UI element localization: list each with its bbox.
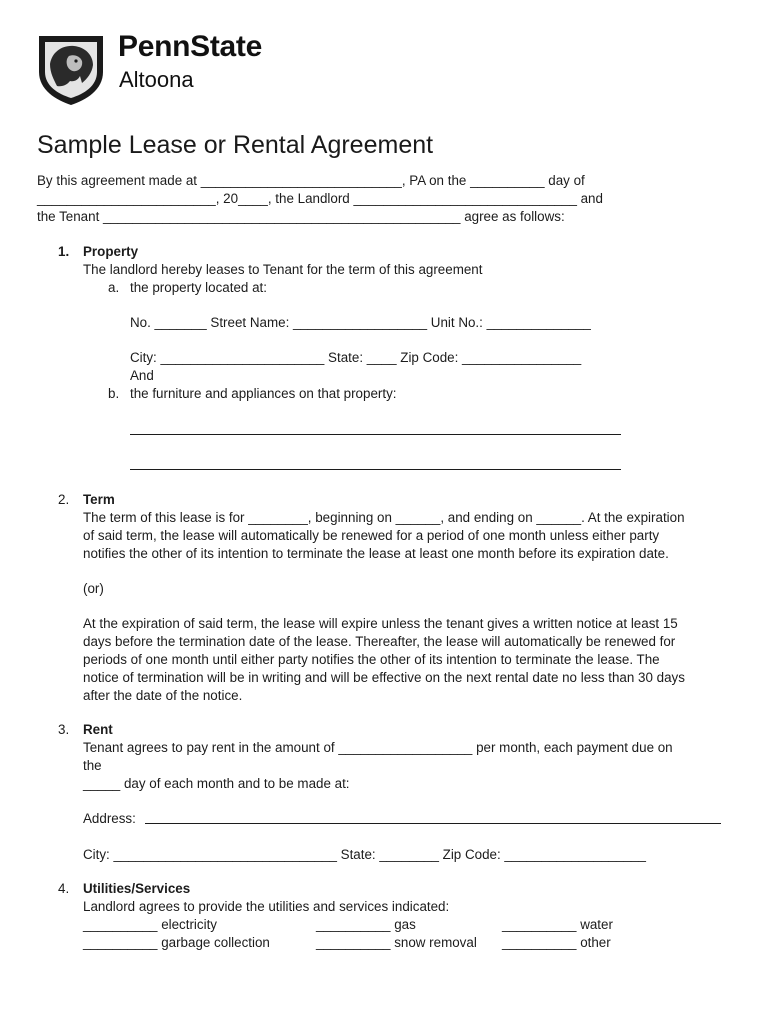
section-1-number: 1. [58,244,70,259]
term-para1-line-3: notifies the other of its intention to terminate the lease at least one month before its expiration date. [83,546,669,561]
section-3-heading: Rent [83,722,113,737]
term-para2-line-3: periods of one month until either party notifies the other of its intention to terminate the lease. The [83,652,660,667]
utility-item-water: __________ water [502,917,613,932]
and-text: And [130,368,154,383]
intro-line-3: the Tenant ________________________________________________ agree as follows: [37,209,565,224]
term-para2-line-2: days before the termination date of the lease. Thereafter, the lease will automatically be renewed for [83,634,676,649]
item-b-letter: b. [108,386,120,401]
term-para2-line-5: after the date of the notice. [83,688,243,703]
section-2-number: 2. [58,492,70,507]
utilities-text: Landlord agrees to provide the utilities and services indicated: [83,899,450,914]
term-or-text: (or) [83,581,104,596]
brand-name: PennState [118,30,263,63]
intro-line-2: ________________________, 20____, the Landlord ______________________________ and [37,191,603,206]
item-b-text: the furniture and appliances on that property: [130,386,397,401]
utility-item-other: __________ other [502,935,611,950]
item-a-text: the property located at: [130,280,267,295]
intro-line-1: By this agreement made at ___________________________, PA on the __________ day of [37,173,585,188]
section-1-heading: Property [83,244,139,259]
utility-item-garbage-collection: __________ garbage collection [83,935,270,950]
term-para1-line-1: The term of this lease is for ________, beginning on ______, and ending on ______. At the expiration [83,510,685,525]
utility-item-gas: __________ gas [316,917,416,932]
rent-address-label: Address: [83,811,136,826]
penn-state-shield-logo [36,34,106,106]
term-para2-line-4: notice of termination will be in writing and will be effective on the next rental date no less than 30 days [83,670,685,685]
section-4-heading: Utilities/Services [83,881,191,896]
rent-address-blank-line [145,823,721,824]
term-para1-line-2: of said term, the lease will automatically be renewed for a period of one month unless either party [83,528,660,543]
section-3-number: 3. [58,722,70,737]
document-title: Sample Lease or Rental Agreement [37,131,434,159]
section-4-number: 4. [58,881,70,896]
item-a-letter: a. [108,280,120,295]
brand-campus: Altoona [119,67,194,92]
rent-line-3: _____ day of each month and to be made at: [83,776,350,791]
utility-item-electricity: __________ electricity [83,917,217,932]
property-address-line: No. _______ Street Name: __________________ Unit No.: ______________ [130,315,591,330]
term-para2-line-1: At the expiration of said term, the lease will expire unless the tenant gives a written notice at least 15 [83,616,678,631]
furniture-blank-line-1 [130,434,621,435]
rent-line-1: Tenant agrees to pay rent in the amount of __________________ per month, each payment due on [83,740,673,755]
section-1-text: The landlord hereby leases to Tenant for the term of this agreement [83,262,483,277]
property-city-line: City: ______________________ State: ____ Zip Code: ________________ [130,350,582,365]
rent-line-2: the [83,758,102,773]
section-2-heading: Term [83,492,115,507]
rent-city-line: City: ______________________________ State: ________ Zip Code: ___________________ [83,847,646,862]
furniture-blank-line-2 [130,469,621,470]
utility-item-snow-removal: __________ snow removal [316,935,477,950]
